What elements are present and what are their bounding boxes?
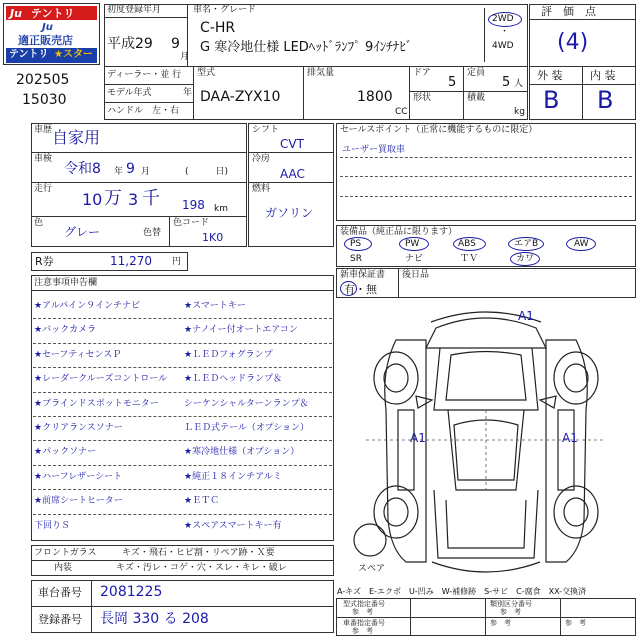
- drive-4wd: 4WD: [492, 41, 514, 51]
- ref-g: 参 考: [490, 619, 511, 627]
- interior-condition-value: キズ・汚レ・コゲ・穴・スレ・キレ・破レ: [116, 563, 287, 573]
- warranty-value: 有・無: [344, 283, 377, 296]
- warranty-circle: [340, 281, 357, 296]
- shape-label: 形状: [413, 93, 432, 103]
- first-reg-month-unit: 月: [180, 52, 190, 62]
- exterior-grade: B: [543, 86, 560, 114]
- car-name: C-HR: [200, 20, 236, 36]
- note-right-2: ★ナノイー付オートエアコン: [184, 325, 298, 336]
- note-left-10: 下回りＳ: [34, 520, 71, 531]
- note-right-1: ★スマートキー: [184, 301, 246, 311]
- note-left-3: ★セーフティセンスＰ: [34, 349, 122, 360]
- ref-d: 参 考: [500, 608, 521, 616]
- ref-a: 型式指定番号: [343, 600, 385, 608]
- shift-label: シフト: [252, 125, 280, 135]
- damage-mark-right: A1: [562, 431, 578, 445]
- equipment-airbag-circle: [508, 237, 544, 251]
- lot-number-1: 202505: [16, 72, 70, 88]
- note-left-8: ★ハーフレザーシート: [34, 471, 123, 482]
- inspection-month-unit: 月: [141, 167, 151, 177]
- model-year-unit: 年: [183, 88, 193, 98]
- damage-legend: A-キズ E-エクボ U-凹み W-補修跡 S-サビ C-腐食 XX-交換済: [337, 587, 587, 596]
- equipment-tv: ＴＶ: [460, 254, 479, 264]
- interior-color-label: 色替: [143, 228, 162, 238]
- equipment-ps-circle: [344, 237, 372, 251]
- note-left-6: ★クリアランスソナー: [34, 423, 123, 433]
- equipment-aw-circle: [566, 237, 596, 251]
- equipment-label: 装備品（純正品に限ります）: [340, 227, 458, 237]
- note-left-2: ★バックカメラ: [34, 325, 97, 336]
- color-code-label: 色コード: [173, 218, 210, 228]
- capacity-unit: 人: [514, 79, 524, 89]
- color-value: グレー: [64, 225, 101, 239]
- mileage-man-unit: 万: [104, 188, 122, 209]
- usage-label: 車歴: [34, 125, 53, 135]
- inspection-label: 車検: [34, 154, 53, 164]
- auction-logo: [3, 3, 100, 65]
- first-reg-month: 9: [171, 36, 180, 52]
- note-left-5: ★ブラインドスポットモニター: [34, 398, 159, 409]
- ac-value: AAC: [280, 167, 305, 181]
- sales-point-box: [336, 123, 636, 221]
- interior-condition-label: 内装: [54, 563, 73, 573]
- equipment-abs: ABS: [458, 239, 476, 249]
- note-left-4: ★レーダークルーズコントロール: [34, 374, 168, 385]
- mileage-rest: 198: [182, 198, 205, 212]
- displacement-value: 1800: [357, 89, 393, 105]
- front-glass-label: フロントガラス: [34, 548, 97, 558]
- ref-c: 参 考: [352, 608, 373, 616]
- note-right-10: ★スペアスマートキー有: [184, 520, 282, 531]
- equipment-ps: PS: [350, 239, 362, 249]
- note-left-7: ★パックソナー: [34, 447, 97, 458]
- inspection-era: 令和8: [64, 161, 101, 177]
- logo-ju-2: Ju: [42, 22, 53, 33]
- lot-number-2: 15030: [22, 92, 67, 108]
- door-label: ドア: [413, 68, 431, 78]
- sales-point-line-1: ユーザー買取車: [342, 145, 406, 155]
- plate-label: 登録番号: [38, 613, 82, 626]
- fuel-value: ガソリン: [265, 206, 314, 220]
- car-name-label: 車名・グレード: [193, 5, 257, 15]
- displacement-unit: CC: [395, 107, 408, 117]
- note-left-1: ★アルパイン９インチナビ: [34, 301, 141, 311]
- note-right-5: シーケンシャルターンランプ＆: [184, 398, 309, 409]
- ref-h: 参 考: [565, 619, 586, 627]
- type-value: DAA-ZYX10: [200, 89, 281, 105]
- first-reg-label: 初度登録年月: [107, 5, 162, 15]
- grade-label: 評 価 点: [541, 5, 596, 18]
- logo-star: ★スター: [54, 49, 93, 60]
- mileage-label: 走行: [34, 184, 53, 194]
- recycle-unit: 円: [172, 257, 182, 267]
- mileage-sen: 3: [128, 190, 139, 209]
- first-reg-era: 平成29: [107, 36, 153, 52]
- model-year-label: モデル年式: [107, 88, 152, 98]
- car-damage-diagram: [336, 300, 636, 582]
- mileage-sen-unit: 千: [142, 188, 160, 209]
- equipment-leather-circle: [510, 252, 540, 266]
- interior-label: 内 装: [590, 69, 616, 82]
- inspection-year-unit: 年: [114, 167, 124, 177]
- warranty-label: 新車保証書: [340, 270, 386, 280]
- color-code: 1K0: [202, 231, 224, 244]
- note-right-7: ★寒冷地仕様（オプション）: [184, 447, 300, 458]
- equipment-airbag: エアB: [514, 239, 539, 249]
- notes-label: 注意事項申告欄: [34, 278, 98, 288]
- recycle-label: R券: [35, 255, 54, 268]
- fuel-label: 燃料: [252, 184, 271, 194]
- equipment-pw-circle: [399, 237, 429, 251]
- ref-f: 参 考: [352, 627, 373, 635]
- note-right-8: ★純正１８インチアルミ: [184, 471, 282, 482]
- logo-tentori-2: テントリ: [9, 49, 49, 60]
- ref-b: 類別区分番号: [490, 600, 532, 608]
- damage-mark-left: A1: [410, 431, 426, 445]
- front-glass-value: キズ・飛石・ヒビ割・リペア跡・Ｘ要: [122, 548, 275, 558]
- displacement-label: 排気量: [307, 68, 335, 78]
- load-unit: kg: [514, 107, 525, 117]
- equipment-navi: ナビ: [405, 254, 424, 264]
- mileage-unit: km: [214, 204, 228, 214]
- ref-e: 車番指定番号: [343, 619, 385, 627]
- sales-point-label: セールスポイント（正常に機能するものに限定）: [340, 125, 538, 135]
- capacity-value: 5: [502, 75, 511, 90]
- door-value: 5: [448, 75, 457, 90]
- color-label: 色: [34, 218, 44, 228]
- dealer-label: ディーラー・並 行: [107, 70, 182, 80]
- inspection-day: ( 日): [185, 167, 229, 177]
- note-left-9: ★前席シートヒーター: [34, 496, 123, 507]
- logo-store: 適正販売店: [18, 34, 73, 47]
- inspection-month: 9: [126, 161, 135, 177]
- drive-dot: ・: [500, 27, 510, 37]
- capacity-label: 定員: [467, 68, 486, 78]
- chassis-number: 2081225: [100, 584, 163, 600]
- ac-label: 冷房: [252, 154, 271, 164]
- log-label: 後日品: [402, 270, 430, 280]
- equipment-leather: カワ: [516, 254, 535, 264]
- equipment-pw: PW: [405, 239, 420, 249]
- mileage-man: 10: [82, 190, 103, 209]
- car-grade: G 寒冷地仕様 LEDﾍｯﾄﾞﾗﾝﾌﾟ 9ｲﾝﾁﾅﾋﾞ: [200, 40, 413, 55]
- plate-number: 長岡 330 る 208: [100, 611, 209, 627]
- exterior-label: 外 装: [537, 69, 563, 82]
- chassis-label: 車台番号: [38, 586, 82, 599]
- note-right-4: ★ＬＥＤヘッドランプ＆: [184, 374, 283, 385]
- shift-value: CVT: [280, 137, 304, 151]
- note-right-6: ＬＥＤ式テール（オプション）: [184, 423, 310, 433]
- equipment-abs-circle: [453, 237, 486, 251]
- handle-label: ハンドル 左・右: [107, 106, 180, 116]
- equipment-aw: AW: [574, 239, 589, 249]
- recycle-value: 11,270: [110, 254, 152, 268]
- type-label: 型式: [197, 68, 216, 78]
- logo-tentori: テントリ: [31, 7, 75, 20]
- drive-2wd: 2WD: [492, 14, 514, 24]
- usage-value: 自家用: [52, 128, 101, 147]
- interior-grade: B: [597, 86, 614, 114]
- spare-label: スペア: [358, 564, 386, 574]
- damage-mark-front: A1: [518, 309, 534, 323]
- note-right-9: ★ＥＴＣ: [184, 496, 220, 507]
- load-label: 積載: [467, 93, 486, 103]
- equipment-sr: SR: [350, 254, 362, 264]
- logo-ju: Ju: [10, 7, 22, 20]
- note-right-3: ★ＬＥＤフォグランプ: [184, 349, 273, 360]
- grade-score: (4): [557, 30, 589, 55]
